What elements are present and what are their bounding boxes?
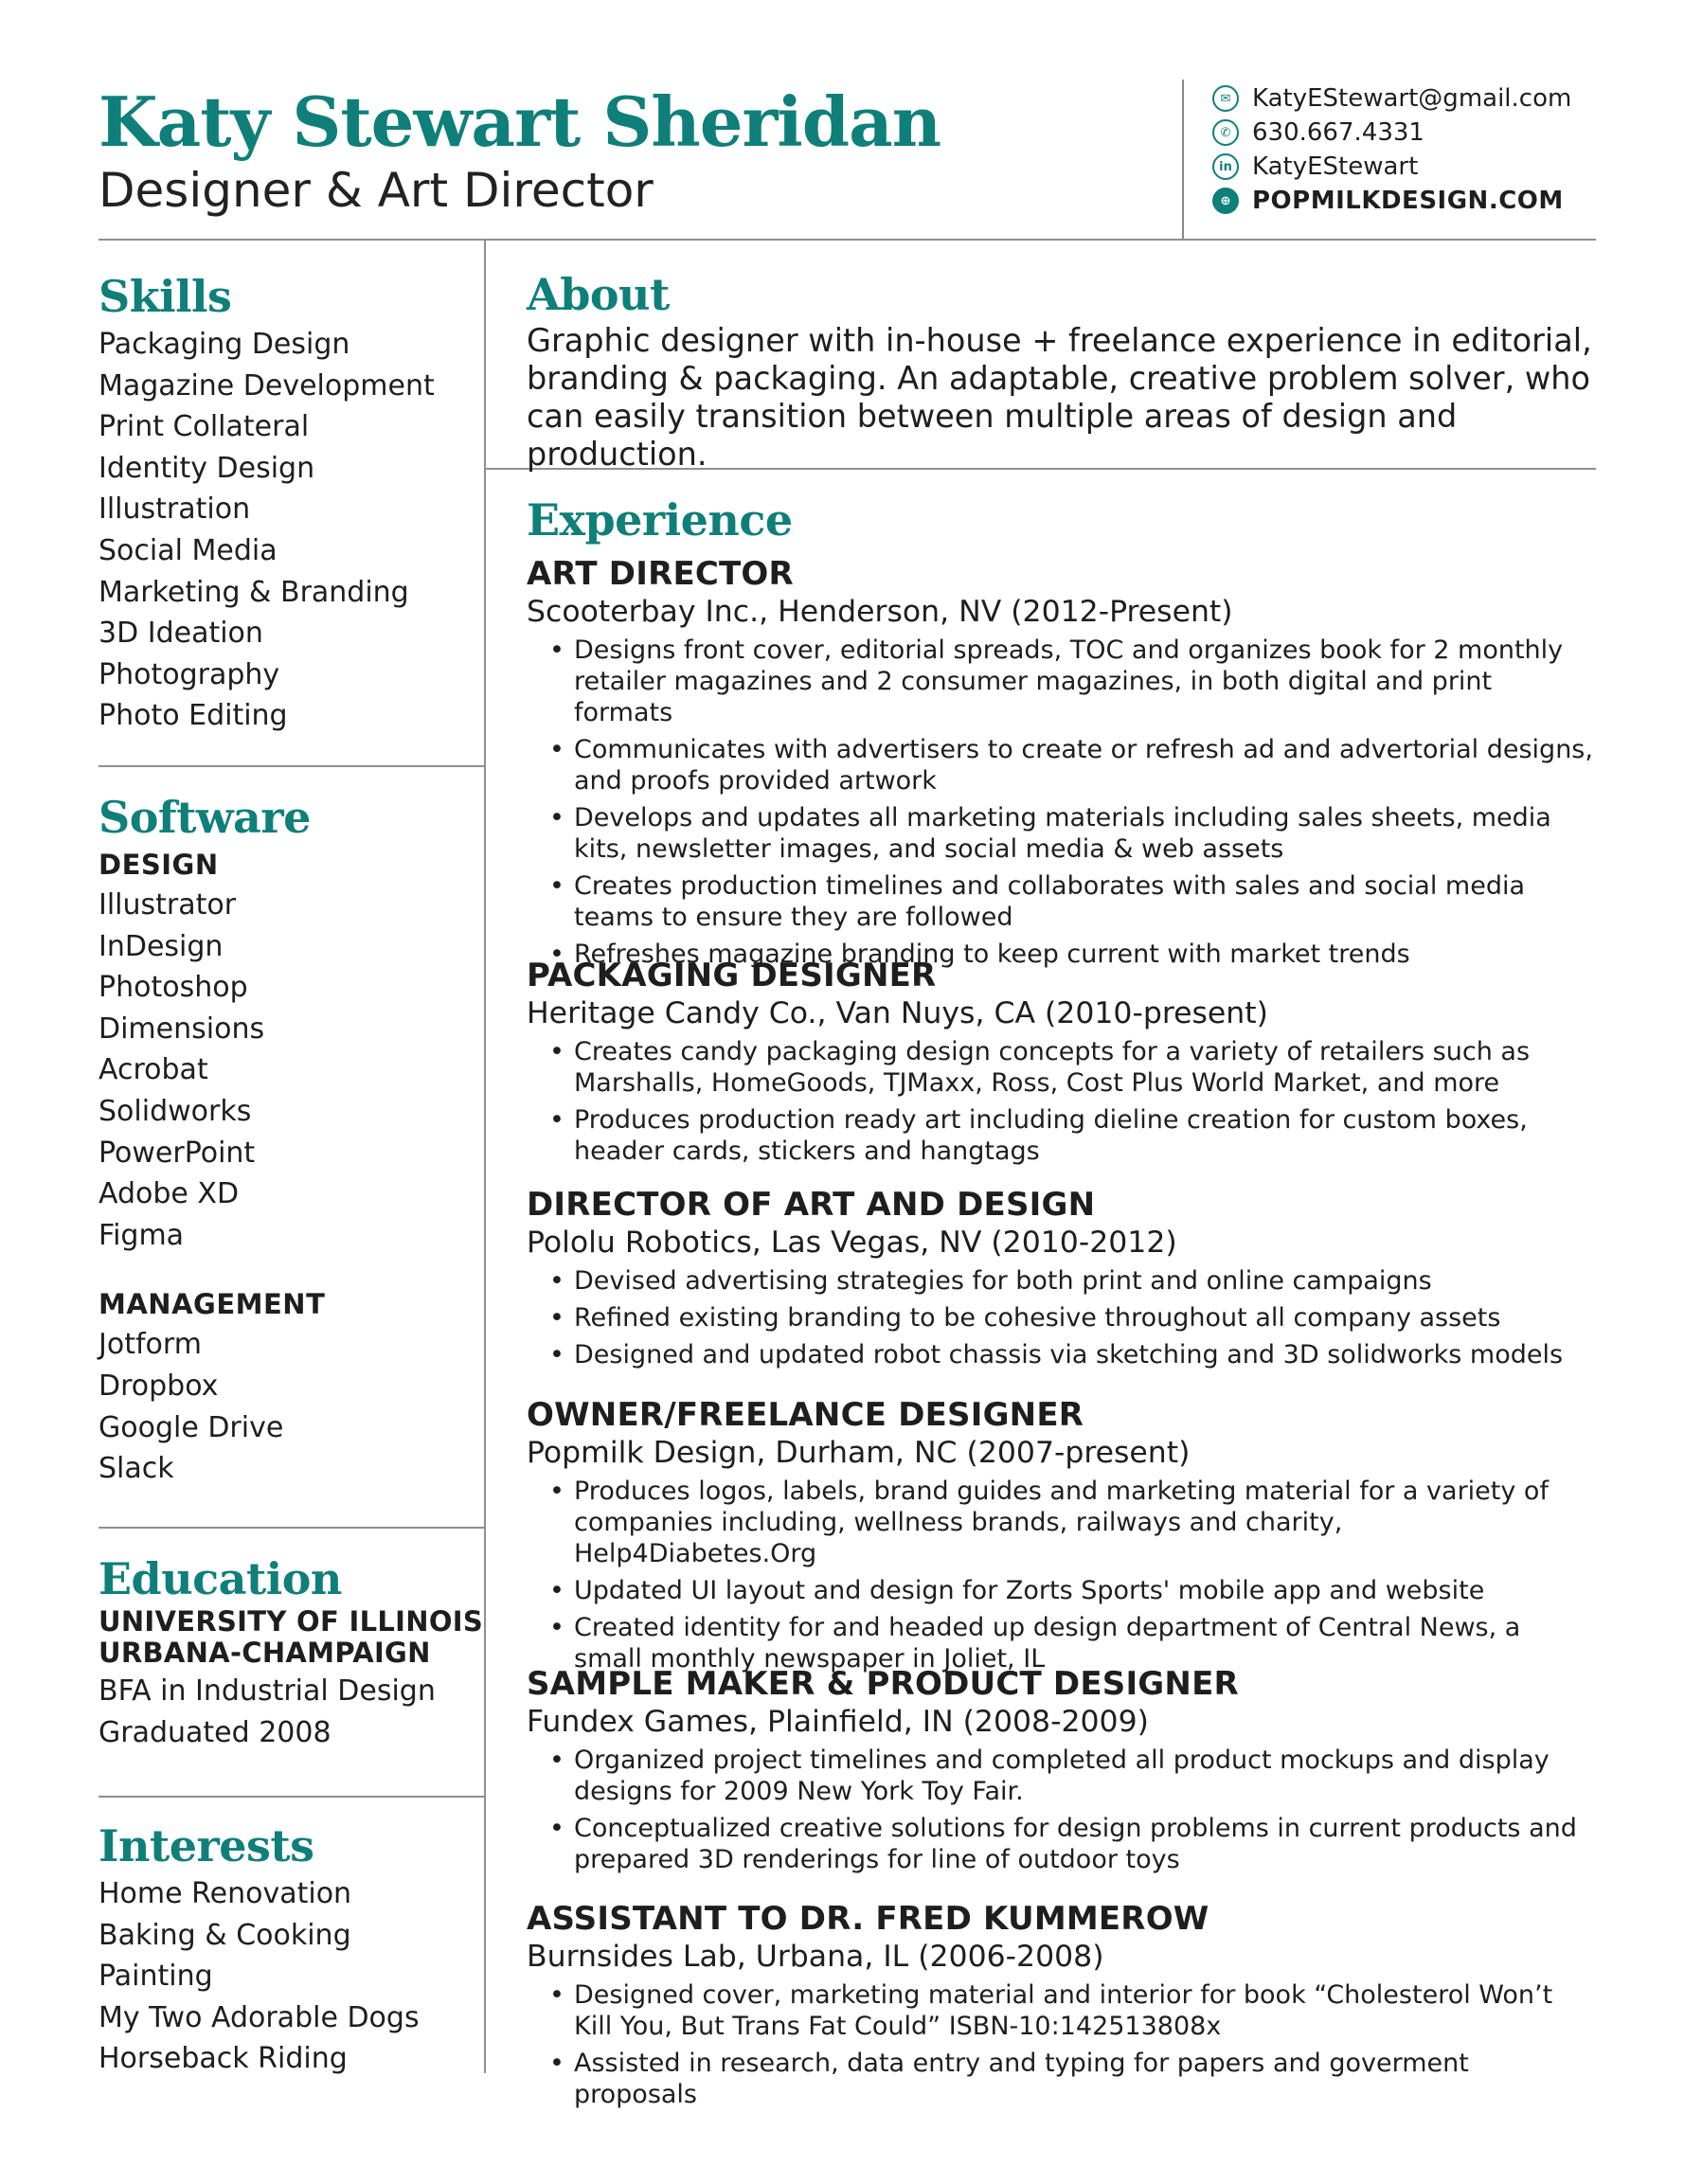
job-company: Pololu Robotics, Las Vegas, NV (2010-2012) — [527, 1226, 1177, 1260]
job-title: OWNER/FREELANCE DESIGNER — [527, 1396, 1084, 1434]
software-item: InDesign — [99, 929, 224, 963]
contact-website[interactable] — [1212, 184, 1571, 218]
linkedin-icon: in — [1212, 153, 1239, 180]
design-subheading: DESIGN — [99, 849, 219, 881]
job-entry — [527, 555, 1597, 976]
job-entry — [527, 1900, 1597, 2116]
job-bullet: • Produces logos, labels, brand guides and marketing material for a variety of companies including, wellness brands, railways and charity, Help4Diabetes.Org — [574, 1476, 1597, 1569]
job-bullets — [527, 1745, 1597, 1875]
job-bullets — [527, 1036, 1597, 1167]
interest-item: Home Renovation — [99, 1877, 352, 1910]
about-section — [527, 267, 1602, 474]
website-text[interactable]: POPMILKDESIGN.COM — [1252, 187, 1564, 215]
skills-rule — [99, 765, 484, 767]
job-bullet: • Develops and updates all marketing materials including sales sheets, media kits, newsletter images, and social media & web assets — [574, 802, 1597, 865]
contact-phone[interactable] — [1212, 116, 1571, 150]
job-company: Fundex Games, Plainfield, IN (2008-2009) — [527, 1705, 1149, 1739]
contact-block — [1212, 81, 1571, 218]
job-bullet: • Assisted in research, data entry and typing for papers and goverment proposals — [574, 2048, 1597, 2110]
job-entry — [527, 1396, 1597, 1680]
candidate-title: Designer & Art Director — [99, 163, 654, 218]
job-bullet: • Creates production timelines and collaborates with sales and social media teams to ensure they are followed — [574, 870, 1597, 933]
skills-section — [99, 269, 477, 737]
software-item: Photoshop — [99, 971, 248, 1005]
contact-divider — [1182, 80, 1184, 239]
software-item: Dropbox — [99, 1369, 219, 1403]
job-company: Popmilk Design, Durham, NC (2007-present) — [527, 1436, 1191, 1470]
software-item: Dimensions — [99, 1011, 265, 1046]
education-section — [99, 1551, 484, 1753]
skill-item: Marketing & Branding — [99, 575, 409, 609]
about-heading: About — [527, 269, 670, 320]
school-name-line2: URBANA-CHAMPAIGN — [99, 1637, 431, 1669]
software-item: Acrobat — [99, 1053, 208, 1087]
skill-item: 3D Ideation — [99, 617, 263, 651]
software-item: PowerPoint — [99, 1136, 256, 1170]
job-title: ASSISTANT TO DR. FRED KUMMEROW — [527, 1900, 1209, 1938]
interest-item: Horseback Riding — [99, 2042, 348, 2076]
skill-item: Packaging Design — [99, 328, 350, 361]
job-bullet: • Communicates with advertisers to create or refresh ad and advertorial designs, and proofs provided artwork — [574, 734, 1597, 797]
email-icon: ✉ — [1212, 85, 1239, 112]
job-bullet: • Designs front cover, editorial spreads, TOC and organizes book for 2 monthly retailer magazines and 2 consumer magazines, in both digital and print formats — [574, 635, 1597, 728]
job-bullet: • Organized project timelines and completed all product mockups and display designs for 2009 New York Toy Fair. — [574, 1745, 1597, 1807]
candidate-name: Katy Stewart Sheridan — [99, 81, 941, 162]
skill-item: Identity Design — [99, 451, 315, 485]
software-section — [99, 790, 477, 1490]
skill-item: Photography — [99, 657, 280, 691]
job-bullets — [527, 1265, 1597, 1370]
skill-item: Magazine Development — [99, 368, 435, 403]
phone-icon: ✆ — [1212, 119, 1239, 146]
job-bullet: • Refined existing branding to be cohesive throughout all company assets — [574, 1302, 1597, 1334]
globe-icon: ⊕ — [1212, 188, 1239, 214]
job-bullet: • Conceptualized creative solutions for design problems in current products and prepared 3D renderings for line of outdoor toys — [574, 1813, 1597, 1875]
experience-heading-wrap — [527, 492, 1597, 547]
skill-item: Social Media — [99, 533, 278, 567]
software-item: Adobe XD — [99, 1177, 240, 1211]
column-divider — [484, 241, 486, 2073]
management-subheading: MANAGEMENT — [99, 1288, 326, 1321]
job-title: DIRECTOR OF ART AND DESIGN — [527, 1186, 1096, 1224]
job-bullets — [527, 1979, 1597, 2110]
education-heading: Education — [99, 1553, 342, 1604]
job-company: Heritage Candy Co., Van Nuys, CA (2010-present) — [527, 996, 1268, 1030]
software-item: Illustrator — [99, 888, 237, 922]
interests-heading: Interests — [99, 1820, 314, 1871]
interest-item: Painting — [99, 1960, 213, 1994]
job-title: SAMPLE MAKER & PRODUCT DESIGNER — [527, 1665, 1239, 1703]
software-item: Figma — [99, 1218, 185, 1252]
job-entry — [527, 1665, 1597, 1881]
skills-heading: Skills — [99, 271, 232, 322]
job-bullets — [527, 1476, 1597, 1674]
software-rule — [99, 1527, 484, 1529]
interest-item: My Two Adorable Dogs — [99, 2000, 420, 2034]
job-bullet: • Updated UI layout and design for Zorts Sports' mobile app and website — [574, 1575, 1597, 1606]
software-heading: Software — [99, 792, 311, 843]
degree: BFA in Industrial Design — [99, 1674, 436, 1708]
software-item: Slack — [99, 1452, 174, 1486]
job-entry — [527, 957, 1597, 1173]
contact-linkedin[interactable] — [1212, 150, 1571, 184]
about-text: Graphic designer with in-house + freelance experience in editorial, branding & packaging. An adaptable, creative problem solver, who can easily transition between multiple areas of design and production. — [527, 322, 1592, 473]
job-bullet: • Designed and updated robot chassis via sketching and 3D solidworks models — [574, 1339, 1597, 1370]
experience-heading: Experience — [527, 494, 793, 546]
software-item: Solidworks — [99, 1094, 252, 1128]
header-rule — [99, 239, 1596, 241]
job-bullet: • Created identity for and headed up design department of Central News, a small monthly newspaper in Joliet, IL — [574, 1612, 1597, 1674]
contact-email[interactable] — [1212, 81, 1571, 116]
job-bullet: • Creates candy packaging design concepts for a variety of retailers such as Marshalls, HomeGoods, TJMaxx, Ross, Cost Plus World Market, and more — [574, 1036, 1597, 1099]
phone-text[interactable]: 630.667.4331 — [1252, 118, 1424, 147]
email-text[interactable]: KatyEStewart@gmail.com — [1252, 84, 1572, 113]
job-company: Burnsides Lab, Urbana, IL (2006-2008) — [527, 1940, 1104, 1974]
software-item: Google Drive — [99, 1410, 284, 1444]
graduation: Graduated 2008 — [99, 1715, 331, 1749]
job-entry — [527, 1186, 1597, 1376]
job-bullets — [527, 635, 1597, 970]
skill-item: Print Collateral — [99, 410, 310, 444]
job-bullet: • Devised advertising strategies for both print and online campaigns — [574, 1265, 1597, 1297]
job-company: Scooterbay Inc., Henderson, NV (2012-Present) — [527, 595, 1233, 629]
software-item: Jotform — [99, 1328, 202, 1362]
school-name-line1: UNIVERSITY OF ILLINOIS — [99, 1605, 484, 1638]
job-bullet: • Produces production ready art including dieline creation for custom boxes, header cards, stickers and hangtags — [574, 1104, 1597, 1167]
skill-item: Illustration — [99, 492, 251, 527]
job-title: PACKAGING DESIGNER — [527, 957, 937, 994]
job-title: ART DIRECTOR — [527, 555, 794, 593]
job-bullet: • Refreshes magazine branding to keep current with market trends — [574, 939, 1597, 970]
interests-section — [99, 1818, 477, 2080]
education-rule — [99, 1796, 484, 1798]
skill-item: Photo Editing — [99, 699, 288, 733]
linkedin-text[interactable]: KatyEStewart — [1252, 152, 1419, 181]
job-bullet: • Designed cover, marketing material and interior for book “Cholesterol Won’t Kill You, But Trans Fat Could” ISBN-10:142513808x — [574, 1979, 1597, 2042]
interest-item: Baking & Cooking — [99, 1918, 351, 1952]
resume-header — [99, 80, 1595, 241]
